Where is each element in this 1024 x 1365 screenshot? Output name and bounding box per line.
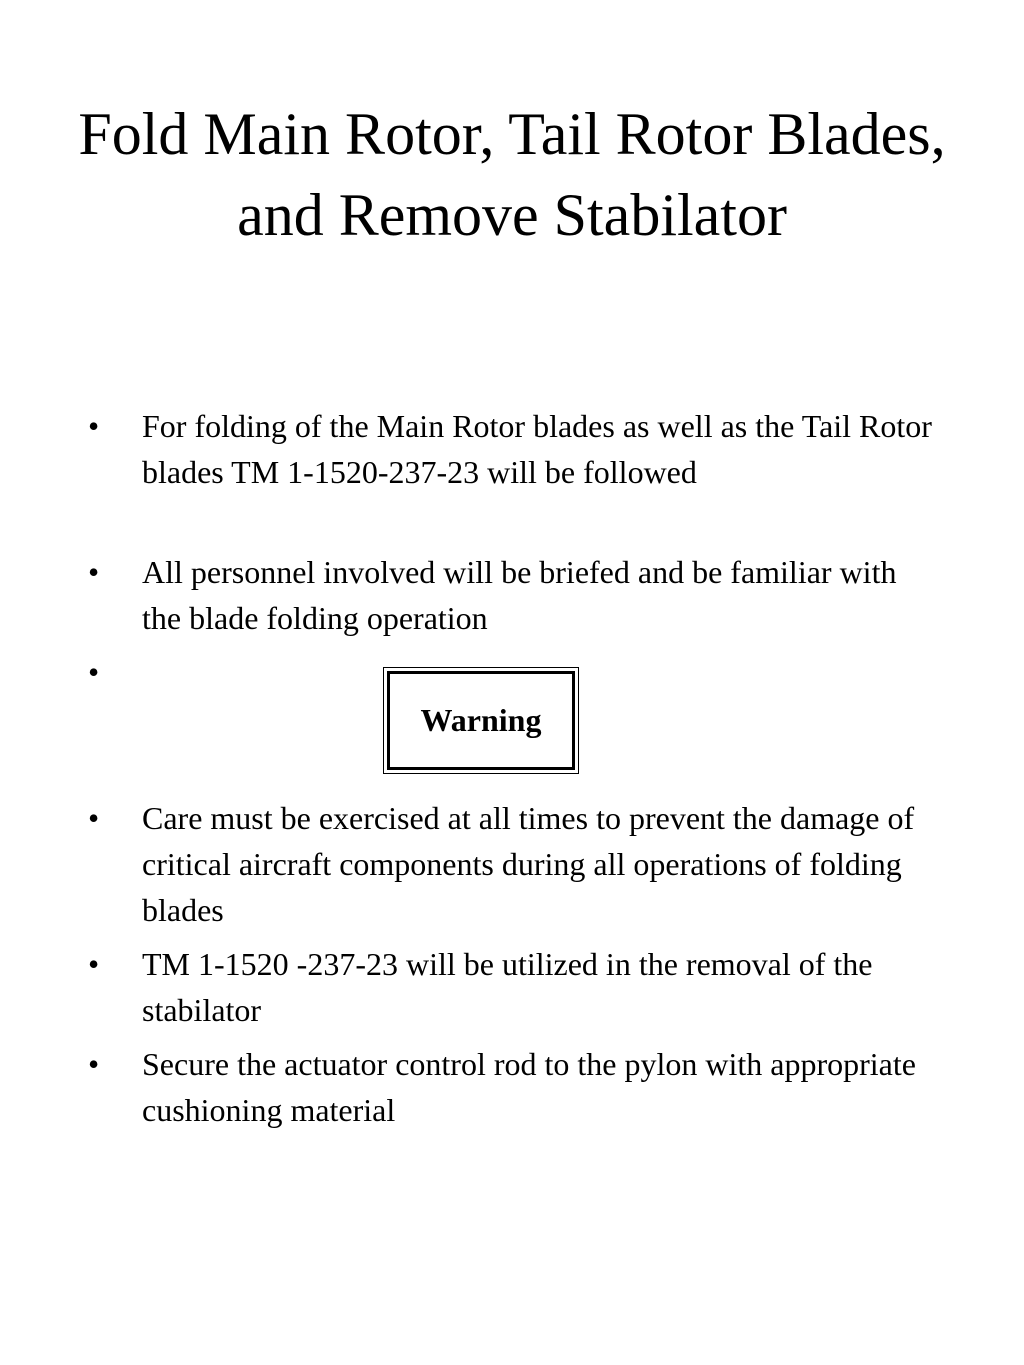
warning-box (383, 667, 579, 774)
warning-label: Warning (420, 702, 542, 738)
bullet-icon: • (88, 1046, 100, 1082)
bullet-text: TM 1-1520 -237-23 will be utilized in the removal of the stabilator (142, 946, 873, 1028)
bullet-text: For folding of the Main Rotor blades as well as the Tail Rotor blades TM 1-1520-237-23 will be followed (142, 408, 932, 490)
warning-box-inner-frame (387, 671, 575, 770)
bullet-icon: • (88, 946, 100, 982)
bullet-icon: • (88, 654, 100, 690)
bullet-icon: • (88, 800, 100, 836)
bullet-icon: • (88, 554, 100, 590)
bullet-text: Secure the actuator control rod to the pylon with appropriate cushioning material (142, 1046, 916, 1128)
slide-title: Fold Main Rotor, Tail Rotor Blades, and Remove Stabilator (78, 101, 946, 248)
bullet-icon: • (88, 408, 100, 444)
bullet-text: Care must be exercised at all times to prevent the damage of critical aircraft components during all operations of folding blades (142, 800, 915, 928)
bullet-text: All personnel involved will be briefed and be familiar with the blade folding operation (142, 554, 897, 636)
